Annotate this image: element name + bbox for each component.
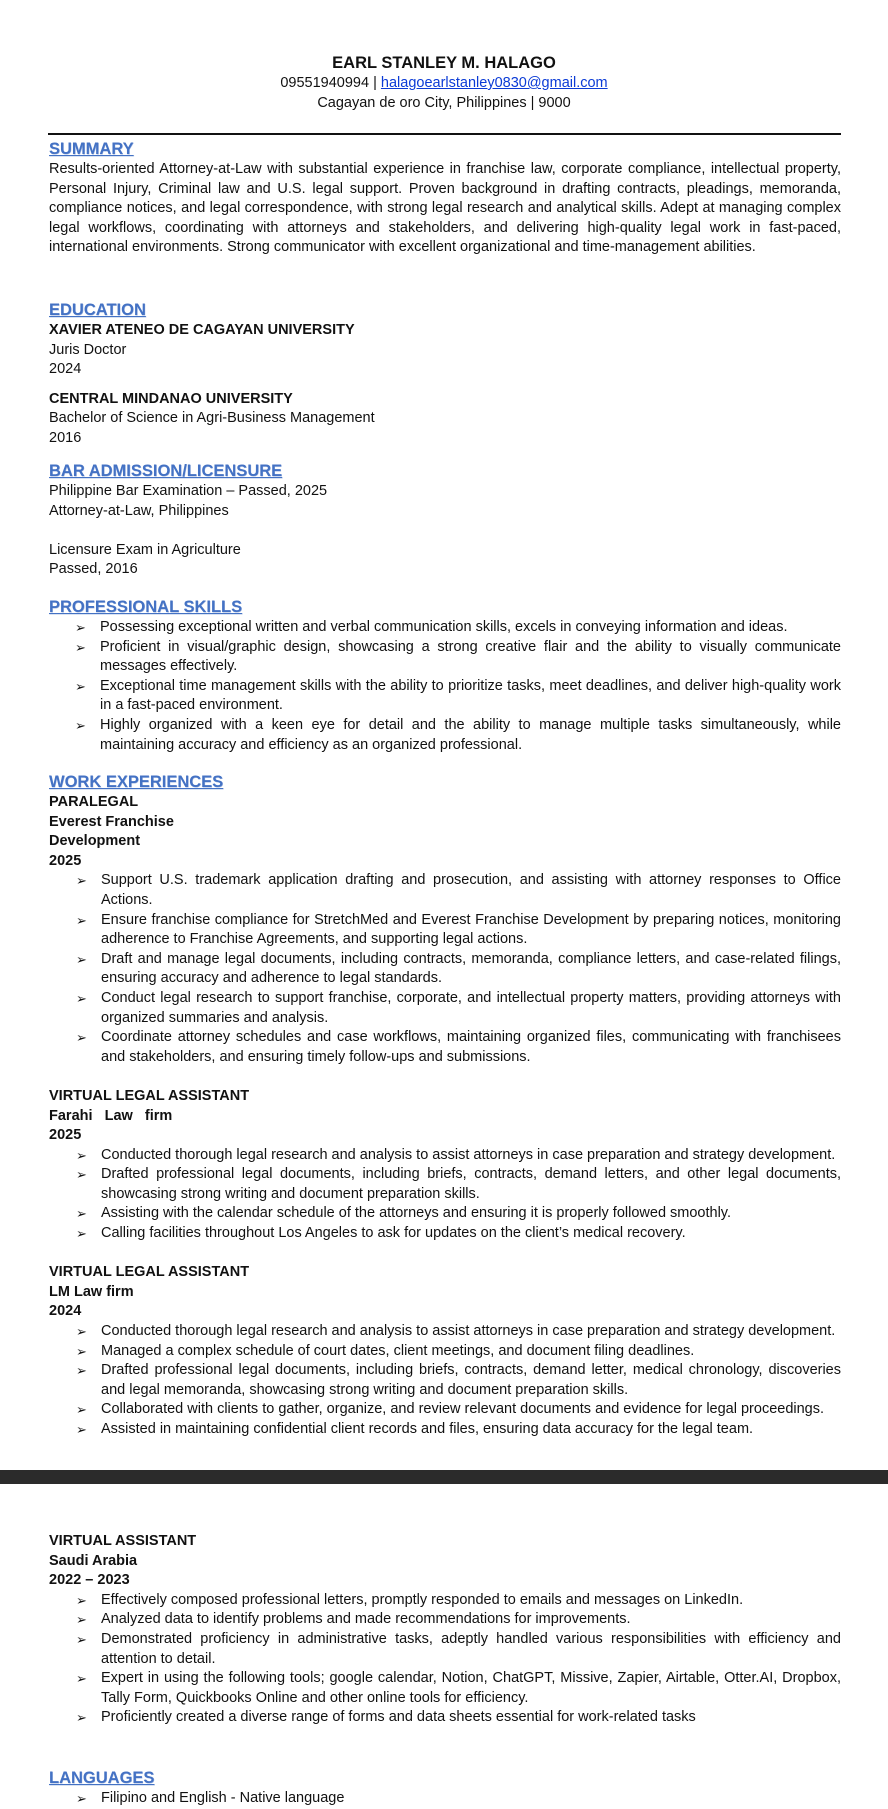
list-item: ➢ Drafted professional legal documents, including briefs, contracts, demand letter, medical chronology, discoveries and legal memoranda, showcasing strong writing and document preparation skills.	[76, 1362, 841, 1398]
list-item: ➢ Collaborated with clients to gather, organize, and review relevant documents and evidence for legal proceedings.	[49, 1400, 841, 1420]
job-year: 2025	[49, 852, 82, 869]
arrow-bullet-icon: ➢	[76, 1147, 87, 1163]
list-item: ➢ Conduct legal research to support franchise, corporate, and intellectual property matters, providing attorneys with organized summaries and analysis.	[76, 989, 841, 1026]
arrow-bullet-icon: ➢	[76, 1226, 87, 1242]
list-item: ➢ Managed a complex schedule of court dates, client meetings, and document filing deadlines.	[49, 1342, 841, 1362]
header-divider	[48, 133, 841, 135]
arrow-bullet-icon: ➢	[76, 990, 87, 1006]
job-entry	[49, 1263, 841, 1439]
list-item: ➢ Possessing exceptional written and verbal communication skills, excels in conveying information and ideas.	[48, 618, 841, 638]
skills-title: PROFESSIONAL SKILLS	[49, 598, 243, 616]
list-item: ➢ Proficient in visual/graphic design, showcasing a strong creative flair and the ability to visually communicate messages effectively.	[75, 638, 841, 675]
list-item: ➢ Filipino and English - Native language	[49, 1789, 841, 1809]
list-item: ➢ Support U.S. trademark application drafting and prosecution, and assisting with attorney responses to Office Actions.	[76, 872, 841, 908]
list-item: ➢ Conducted thorough legal research and analysis to assist attorneys in case preparation and strategy development.	[49, 1146, 841, 1166]
job-company-cont: Development	[49, 833, 141, 850]
job-role: VIRTUAL LEGAL ASSISTANT	[49, 1264, 250, 1281]
arrow-bullet-icon: ➢	[75, 717, 86, 733]
bar-admission-section	[49, 460, 841, 580]
arrow-bullet-icon: ➢	[76, 1206, 87, 1222]
list-item: ➢ Proficiently created a diverse range of forms and data sheets essential for work-related tasks	[49, 1708, 841, 1728]
arrow-bullet-icon: ➢	[76, 1402, 87, 1418]
education-title: EDUCATION	[49, 301, 146, 319]
list-item: ➢ Calling facilities throughout Los Angeles to ask for updates on the client’s medical recovery.	[49, 1224, 841, 1244]
school-name: XAVIER ATENEO DE CAGAYAN UNIVERSITY	[49, 322, 355, 338]
job-company: LM Law firm	[49, 1283, 134, 1300]
resume-page-2	[0, 1484, 888, 1806]
list-item: ➢ Assisting with the calendar schedule of the attorneys and ensuring it is properly followed smoothly.	[49, 1204, 841, 1224]
list-item: ➢ Draft and manage legal documents, including contracts, memoranda, compliance letters, and case-related filings, ensuring accuracy and adherence to legal standards.	[76, 950, 841, 987]
address-line: Cagayan de oro City, Philippines | 9000	[317, 94, 571, 111]
work-section	[49, 771, 841, 1440]
contact-separator: |	[373, 75, 377, 91]
arrow-bullet-icon: ➢	[76, 951, 87, 967]
school-name: CENTRAL MINDANAO UNIVERSITY	[49, 390, 293, 407]
job-bullets	[49, 1322, 841, 1440]
list-item: ➢ Analyzed data to identify problems and made recommendations for improvements.	[49, 1610, 841, 1630]
job-year: 2024	[49, 1303, 82, 1320]
list-item: ➢ Assisted in maintaining confidential client records and files, ensuring data accuracy for the legal team.	[49, 1420, 841, 1440]
arrow-bullet-icon: ➢	[76, 1710, 87, 1726]
list-item: ➢ Ensure franchise compliance for StretchMed and Everest Franchise Development by preparing notices, monitoring adherence to Franchise Agreements, and supporting legal actions.	[76, 911, 841, 948]
list-item: ➢ Coordinate attorney schedules and case workflows, maintaining organized files, communicating with franchisees and stakeholders, and ensuring timely follow-ups and submissions.	[76, 1029, 841, 1065]
arrow-bullet-icon: ➢	[76, 873, 87, 889]
bar-admission-title: BAR ADMISSION/LICENSURE	[49, 462, 283, 480]
graduation-year: 2016	[49, 429, 82, 446]
work-title: WORK EXPERIENCES	[49, 773, 224, 791]
job-entry	[49, 1087, 841, 1244]
arrow-bullet-icon: ➢	[76, 1592, 87, 1608]
arrow-bullet-icon: ➢	[76, 1363, 87, 1379]
job-bullets	[49, 871, 841, 1067]
bar-line: Attorney-at-Law, Philippines	[49, 502, 229, 519]
summary-section	[49, 138, 841, 258]
arrow-bullet-icon: ➢	[76, 1791, 87, 1806]
list-item: ➢ Effectively composed professional letters, promptly responded to emails and messages on LinkedIn.	[49, 1591, 841, 1611]
job-year: 2025	[49, 1127, 82, 1144]
job-role: VIRTUAL ASSISTANT	[49, 1533, 197, 1549]
education-section	[49, 299, 841, 449]
resume-header	[0, 52, 888, 113]
job-role: PARALEGAL	[49, 794, 139, 810]
job-year: 2022 – 2023	[49, 1572, 130, 1589]
job-bullets	[49, 1146, 841, 1244]
job-company: Everest Franchise	[49, 813, 174, 830]
job-entry	[49, 1532, 841, 1728]
degree: Bachelor of Science in Agri-Business Management	[49, 410, 375, 427]
degree: Juris Doctor	[49, 341, 127, 358]
arrow-bullet-icon: ➢	[76, 1167, 87, 1183]
list-item: ➢ Exceptional time management skills with the ability to prioritize tasks, meet deadlines, and deliver high-quality work in a fast-paced environment.	[75, 677, 841, 714]
education-entry	[49, 321, 841, 380]
arrow-bullet-icon: ➢	[76, 1030, 87, 1046]
candidate-name: EARL STANLEY M. HALAGO	[332, 54, 556, 72]
licensure-line: Passed, 2016	[49, 561, 138, 578]
arrow-bullet-icon: ➢	[75, 678, 86, 694]
job-bullets	[49, 1591, 841, 1728]
summary-text: Results-oriented Attorney-at-Law with substantial experience in franchise law, corporate compliance, intellectual property, Personal Injury, Criminal law and U.S. legal support. Proven background in drafting contracts, pleadings, memoranda, compliance notices, and legal correspondence, with strong legal research and analytical skills. Adept at managing complex legal workflows, coordinating with attorneys and stakeholders, and delivering high-quality legal work in fast-paced, international environments. Strong communicator with excellent organizational and time-management abilities.	[49, 161, 841, 256]
bar-line: Philippine Bar Examination – Passed, 2025	[49, 483, 328, 499]
languages-title: LANGUAGES	[49, 1769, 155, 1787]
arrow-bullet-icon: ➢	[76, 1324, 87, 1340]
arrow-bullet-icon: ➢	[76, 1612, 87, 1628]
contact-line	[0, 74, 888, 94]
arrow-bullet-icon: ➢	[76, 1631, 87, 1647]
arrow-bullet-icon: ➢	[76, 912, 87, 928]
page-break-bar	[0, 1470, 888, 1484]
arrow-bullet-icon: ➢	[75, 620, 86, 635]
arrow-bullet-icon: ➢	[75, 639, 86, 655]
arrow-bullet-icon: ➢	[76, 1343, 87, 1359]
email-link[interactable]: halagoearlstanley0830@gmail.com	[380, 75, 608, 91]
skills-section	[49, 596, 841, 755]
list-item: ➢ Drafted professional legal documents, including briefs, contracts, demand letters, and other legal documents, showcasing strong writing and document preparation skills.	[76, 1166, 841, 1202]
skills-list	[48, 618, 841, 755]
languages-section	[49, 1767, 841, 1809]
licensure-line: Licensure Exam in Agriculture	[49, 541, 241, 558]
job-entry	[49, 793, 841, 1067]
job-company: Saudi Arabia	[49, 1552, 138, 1569]
list-item: ➢ Demonstrated proficiency in administrative tasks, adeptly handled various responsibilities with efficiency and attention to detail.	[76, 1630, 841, 1667]
list-item: ➢ Expert in using the following tools; google calendar, Notion, ChatGPT, Missive, Zapier, Airtable, Otter.AI, Dropbox, Tally Form, Quickbooks Online and other online tools for efficiency.	[76, 1670, 841, 1706]
graduation-year: 2024	[49, 361, 82, 378]
phone-number: 09551940994	[280, 75, 370, 91]
arrow-bullet-icon: ➢	[76, 1422, 87, 1437]
list-item: ➢ Highly organized with a keen eye for detail and the ability to manage multiple tasks simultaneously, while maintaining accuracy and efficiency as an organized professional.	[75, 716, 841, 753]
job-role: VIRTUAL LEGAL ASSISTANT	[49, 1087, 250, 1104]
education-entry	[49, 390, 841, 449]
job-company: Farahi Law firm	[49, 1107, 173, 1124]
summary-title: SUMMARY	[49, 140, 134, 158]
list-item: ➢ Conducted thorough legal research and analysis to assist attorneys in case preparation and strategy development.	[49, 1322, 841, 1342]
arrow-bullet-icon: ➢	[76, 1671, 87, 1687]
